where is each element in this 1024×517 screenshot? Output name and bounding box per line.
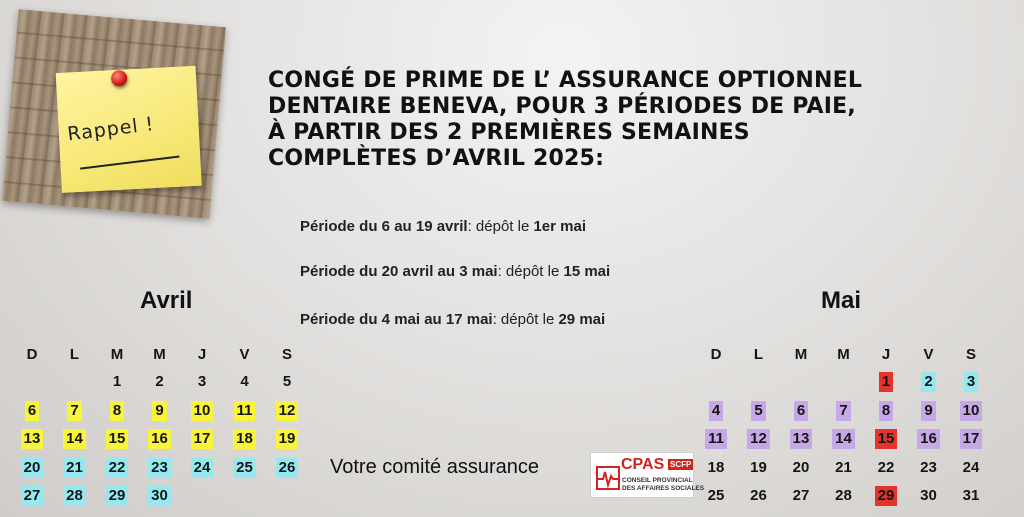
calendar-day-number: 28 [835,487,852,504]
period-date: 1er mai [533,218,587,235]
calendar-day-number: 12 [276,401,299,421]
weekday-header: D [710,345,722,363]
calendar-day-number: 20 [792,458,810,476]
logo-subtitle: CONSEIL PROVINCIAL [622,477,693,484]
period-label: Période du 4 mai au 17 mai [300,311,493,328]
calendar-day-number: 30 [148,486,171,506]
calendar-day [275,429,299,449]
calendar-day [20,401,44,421]
calendar-day-number: 5 [282,373,292,390]
calendar-day-number: 24 [191,458,214,478]
calendar-day-number: 14 [832,429,855,449]
headline-line: CONGÉ DE PRIME DE L’ ASSURANCE OPTIONNEL [268,68,863,93]
calendar-day-number: 23 [920,458,937,476]
calendar-day [832,401,856,421]
calendar-day [959,429,983,449]
period-date: 29 mai [558,311,606,328]
calendar-day-number: 17 [191,429,214,449]
note-text: Rappel ! [66,113,156,146]
calendar-day [275,401,299,421]
month-title-may: Mai [821,287,862,314]
calendar-day-number: 28 [63,486,86,506]
calendar-day-number: 5 [751,401,765,421]
calendar-day-number: 4 [240,373,249,390]
calendar-day [63,458,87,478]
period-date: 15 mai [563,263,611,280]
calendar-day [190,372,214,392]
calendar-day [233,372,257,392]
calendar-day-number: 6 [794,401,808,421]
period-item [300,311,605,328]
calendar-day-number: 31 [962,487,980,504]
calendar-day [832,458,856,478]
weekday-header: L [753,345,764,363]
calendar-day [704,458,728,478]
calendar-day [148,401,172,421]
calendar-day-number: 20 [21,458,44,478]
calendar-day [233,401,257,421]
calendar-day-number: 11 [234,401,256,421]
weekday-header: L [69,345,80,363]
calendar-day-number: 18 [233,429,256,449]
calendar-day-number: 1 [112,373,122,390]
headline [268,68,968,172]
calendar-day-number: 22 [106,458,129,478]
wood-board-image [2,9,226,218]
weekday-header: S [965,345,976,363]
weekday-header: J [197,345,207,363]
calendar-day-number: 19 [276,429,299,449]
calendar-day [105,429,129,449]
weekday-header: M [110,345,124,363]
weekday-header: J [881,345,891,363]
calendar-day [105,458,129,478]
calendar-day-number: 4 [709,401,723,421]
calendar-day [874,429,898,449]
calendar-day [874,458,898,478]
calendar-day [704,401,728,421]
period-item [300,263,610,280]
calendar-day [789,401,813,421]
period-separator: : dépôt le [492,311,559,328]
calendar-day [874,401,898,421]
calendar-day [959,458,983,478]
calendar-day-number: 29 [106,486,129,506]
calendar-day-number: 26 [276,458,299,478]
calendar-day [959,401,983,421]
calendar-day [275,458,299,478]
calendar-day-number: 10 [960,401,983,421]
weekday-header: D [26,345,38,363]
headline-line: DENTAIRE BENEVA, POUR 3 PÉRIODES DE PAIE, [268,94,856,119]
calendar-day [959,486,983,506]
calendar-day-number: 1 [879,372,893,392]
calendar-day-number: 9 [152,401,166,421]
calendar-day [63,429,87,449]
calendar-day-number: 24 [962,458,980,476]
period-label: Période du 20 avril au 3 mai [300,263,498,280]
calendar-day-number: 22 [877,458,895,476]
calendar-day-number: 21 [835,458,852,476]
weekday-header: M [794,345,808,363]
calendar-day-number: 8 [110,401,124,421]
calendar-day-number: 7 [67,401,81,421]
calendar-day-number: 2 [921,372,935,392]
calendar-day-number: 16 [917,429,940,449]
calendar-day-number: 10 [191,401,214,421]
calendar-day [148,486,172,506]
calendar-day-number: 2 [155,373,164,390]
calendar-day [190,429,214,449]
calendar-day [747,401,771,421]
calendar-day [874,486,898,506]
weekday-header: M [837,345,850,363]
calendar-day [917,401,941,421]
calendar-day [233,458,257,478]
calendar-day-number: 13 [790,429,813,449]
calendar-day [959,372,983,392]
calendar-day [148,372,172,392]
calendar-day-number: 30 [920,487,937,504]
calendar-day-number: 6 [25,401,39,421]
calendar-day [148,458,172,478]
calendar-day-number: 19 [750,458,767,476]
calendar-day-number: 8 [879,401,893,421]
calendar-day-number: 12 [747,429,770,449]
calendar-day-number: 17 [960,429,983,449]
calendar-day [190,401,214,421]
heartbeat-icon [595,457,621,493]
calendar-day [20,429,44,449]
calendar-day-number: 3 [964,372,978,392]
calendar-day [832,429,856,449]
calendar-day [832,486,856,506]
calendar-day [63,401,87,421]
calendar-day [704,486,728,506]
cpas-logo [590,452,705,498]
calendar-day-number: 25 [233,458,256,478]
calendar-day-number: 29 [875,486,898,506]
calendar-day-number: 27 [792,487,810,504]
calendar-day [917,429,941,449]
calendar-day [917,372,941,392]
calendar-day-number: 3 [197,373,207,390]
period-label: Période du 6 au 19 avril [300,218,468,235]
calendar-day-number: 27 [21,486,44,506]
calendar-day [789,458,813,478]
calendar-day-number: 13 [21,429,44,449]
period-item [300,218,586,235]
calendar-day [190,458,214,478]
calendar-day [874,372,898,392]
calendar-day [105,372,129,392]
calendar-day [747,429,771,449]
calendar-day [233,429,257,449]
calendar-day [105,486,129,506]
calendar-day [148,429,172,449]
calendar-day-number: 18 [707,458,725,476]
calendar-day [20,458,44,478]
weekday-header: V [923,345,934,363]
calendar-day [275,372,299,392]
calendar-day [704,429,728,449]
logo-badge: SCFP [670,460,692,469]
calendar-day-number: 11 [705,429,727,449]
logo-subtitle: DES AFFAIRES SOCIALES [622,485,705,492]
calendar-day-number: 26 [750,487,767,504]
calendar-day-number: 15 [106,429,129,449]
logo-wordmark: CPAS [621,456,665,473]
weekday-header: S [281,345,292,363]
calendar-day-number: 25 [707,487,725,504]
calendar-day [917,486,941,506]
calendar-day-number: 15 [875,429,898,449]
calendar-day [20,486,44,506]
calendar-day [917,458,941,478]
calendar-day-number: 23 [148,458,171,478]
period-separator: : dépôt le [497,263,564,280]
headline-line: À PARTIR DES 2 PREMIÈRES SEMAINES [268,120,750,145]
calendar-day [63,486,87,506]
calendar-day [105,401,129,421]
calendar-day-number: 14 [63,429,86,449]
calendar-day-number: 9 [921,401,935,421]
calendar-day [747,486,771,506]
calendar-day-number: 21 [63,458,86,478]
calendar-day [789,429,813,449]
calendar-day [747,458,771,478]
weekday-header: M [153,345,166,363]
calendar-day-number: 16 [148,429,171,449]
weekday-header: V [239,345,250,363]
period-separator: : dépôt le [467,218,534,235]
committee-signature: Votre comité assurance [330,456,539,478]
calendar-day-number: 7 [836,401,850,421]
month-title-april: Avril [140,287,193,314]
headline-line: COMPLÈTES D’AVRIL 2025: [268,146,605,171]
calendar-day [789,486,813,506]
